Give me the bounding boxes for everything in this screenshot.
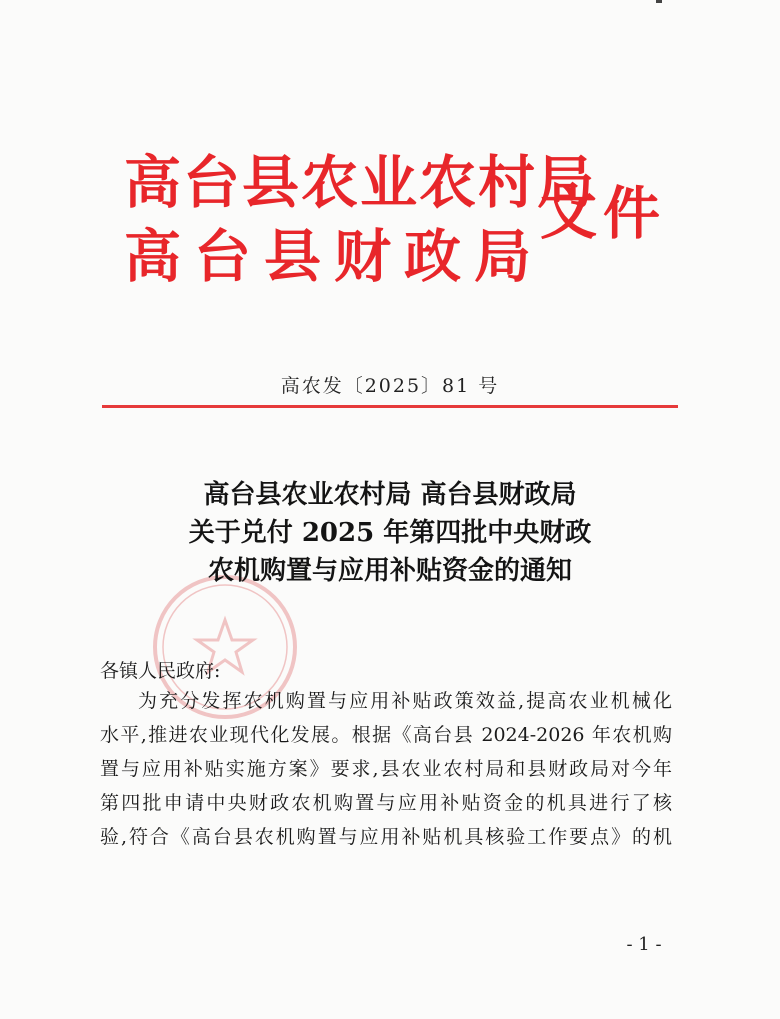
issuer-name-agriculture: 高台县农业农村局 — [124, 150, 596, 216]
body-line: 第四批申请中央财政农机购置与应用补贴资金的机具进行了核 — [100, 792, 672, 814]
title-line: 农机购置与应用补贴资金的通知 — [207, 556, 572, 586]
title-line: 高台县农业农村局 高台县财政局 — [203, 480, 577, 510]
body-paragraph — [100, 684, 672, 854]
body-line: 置与应用补贴实施方案》要求,县农业农村局和县财政局对今年 — [100, 758, 672, 780]
document-type-label: 文件 — [540, 181, 666, 247]
issuer-block — [124, 150, 596, 290]
body-line: 验,符合《高台县农机购置与应用补贴机具核验工作要点》的机 — [100, 826, 672, 848]
document-title — [0, 476, 780, 590]
scan-mark — [656, 0, 662, 3]
document-number: 高农发〔2025〕81 号 — [280, 375, 500, 397]
body-line: 水平,推进农业现代化发展。根据《高台县 2024-2026 年农机购 — [100, 724, 672, 746]
body-line: 为充分发挥农机购置与应用补贴政策效益,提高农业机械化 — [138, 690, 672, 712]
salutation: 各镇人民政府: — [100, 660, 221, 682]
title-line: 关于兑付 2025 年第四批中央财政 — [188, 518, 592, 548]
page-number: - 1 - — [626, 934, 662, 955]
header-divider — [102, 405, 678, 408]
issuer-name-finance: 高台县财政局 — [124, 224, 544, 290]
